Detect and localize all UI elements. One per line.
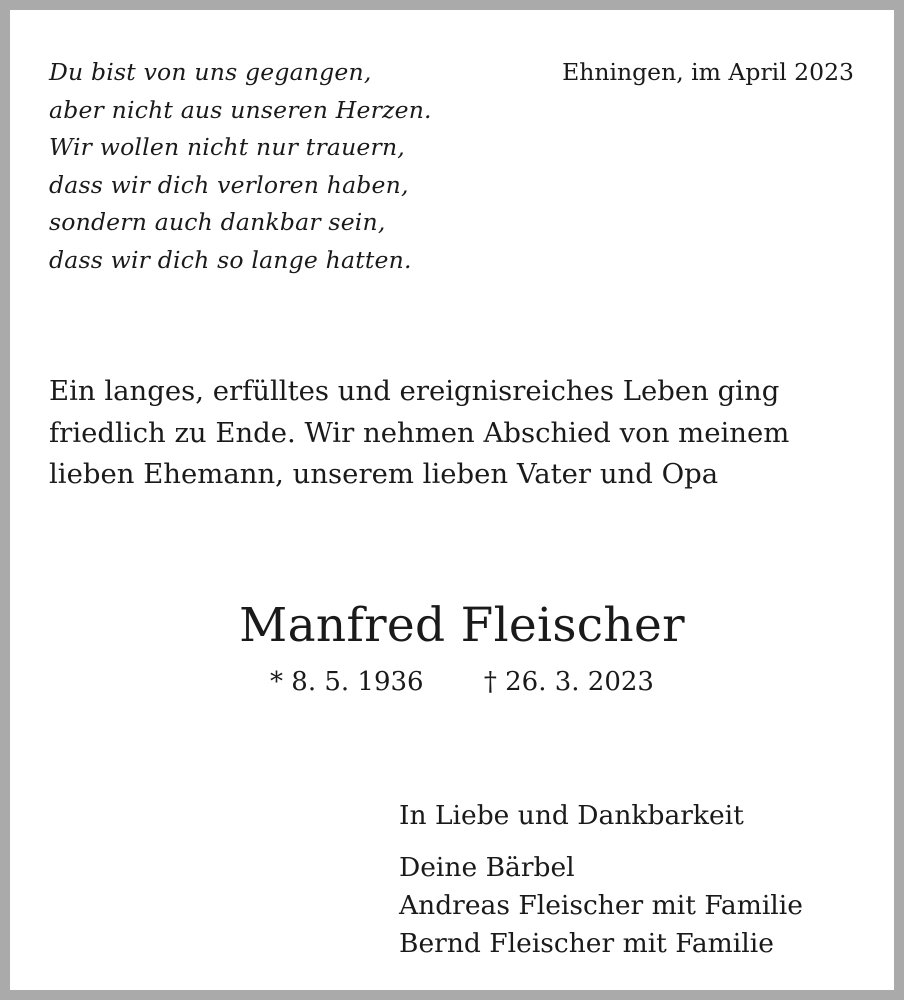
memorial-poem (49, 54, 432, 280)
deceased-name: Manfred Fleischer (239, 598, 685, 653)
poem-line: aber nicht aus unseren Herzen. (49, 95, 432, 124)
mourner-name: Andreas Fleischer mit Familie (399, 890, 803, 921)
poem-line: Wir wollen nicht nur trauern, (49, 133, 405, 162)
mourner-name: Bernd Fleischer mit Familie (399, 928, 774, 959)
signoff-block (399, 797, 803, 963)
poem-line: Du bist von uns gegangen, (49, 58, 372, 86)
life-dates (10, 664, 904, 700)
closing-greeting: In Liebe und Dankbarkeit (399, 800, 744, 831)
poem-line: dass wir dich so lange hatten. (49, 245, 412, 274)
poem-line: dass wir dich verloren haben, (49, 170, 409, 199)
place-and-date: Ehningen, im April 2023 (562, 58, 854, 86)
poem-line: sondern auch dankbar sein, (49, 208, 386, 237)
mourner-name: Deine Bärbel (399, 852, 575, 883)
announcement-line: lieben Ehemann, unserem lieben Vater und Opa (49, 458, 719, 490)
announcement-line: friedlich zu Ende. Wir nehmen Abschied von meinem (49, 416, 790, 449)
birth-date: * 8. 5. 1936 (270, 667, 424, 697)
announcement-line: Ein langes, erfülltes und ereignisreiches Leben ging (49, 375, 780, 407)
announcement-text (49, 371, 789, 496)
death-date: † 26. 3. 2023 (483, 667, 654, 697)
